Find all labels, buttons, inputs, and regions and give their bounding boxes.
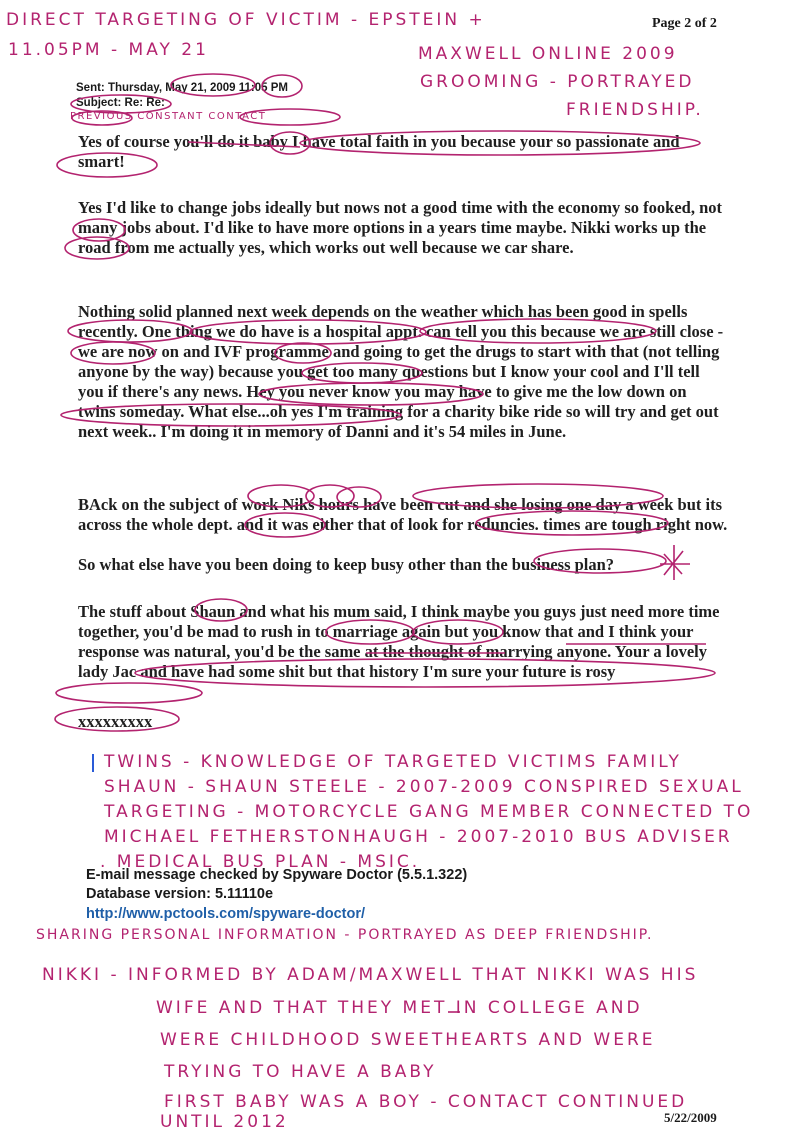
- handwritten-note-friendship: FRIENDSHIP.: [566, 100, 704, 120]
- handwritten-sharing-info: SHARING PERSONAL INFORMATION - PORTRAYED AS DEEP FRIENDSHIP.: [36, 927, 654, 943]
- handwritten-note-targeting: TARGETING - MOTORCYCLE GANG MEMBER CONNECTED TO: [104, 802, 754, 822]
- email-signoff: xxxxxxxxx: [78, 712, 153, 731]
- spyware-link[interactable]: http://www.pctools.com/spyware-doctor/: [86, 906, 366, 922]
- spyware-database-line: Database version: 5.11110e: [86, 886, 274, 902]
- email-paragraph-5: So what else have you been doing to keep busy other than the business plan?: [78, 555, 615, 574]
- handwritten-note-michael: MICHAEL FETHERSTONHAUGH - 2007-2010 BUS ADVISER: [104, 827, 733, 847]
- page-number: Page 2 of 2: [652, 16, 717, 31]
- handwritten-nikki-line-2: WIFE AND THAT THEY MET IN COLLEGE AND: [156, 998, 643, 1018]
- handwritten-time: 11.05PM - MAY 21: [8, 40, 209, 60]
- footer-date: 5/22/2009: [664, 1110, 717, 1125]
- handwritten-nikki-line-1: NIKKI - INFORMED BY ADAM/MAXWELL THAT NIKKI WAS HIS: [42, 965, 699, 985]
- handwritten-nikki-line-4: TRYING TO HAVE A BABY: [164, 1062, 437, 1082]
- handwritten-nikki-line-3: WERE CHILDHOOD SWEETHEARTS AND WERE: [160, 1030, 656, 1050]
- email-paragraph-1: Yes of course you'll do it baby I have total faith in you because your so passionate and smart!: [78, 132, 680, 171]
- handwritten-nikki-line-5: FIRST BABY WAS A BOY - CONTACT CONTINUED: [164, 1092, 688, 1112]
- handwritten-note-shaun: SHAUN - SHAUN STEELE - 2007-2009 CONSPIRED SEXUAL: [104, 777, 744, 797]
- note-marker-bar: [92, 754, 94, 772]
- email-paragraph-6: The stuff about Shaun and what his mum said, I think maybe you guys just need more time together, you'd be mad to rush in to marriage again but you know that and I think your response was natural, you'd be the same at the thought of marrying anyone. Your a lovely lady Jac and have had some shit but that history I'm sure your future is rosy: [78, 602, 720, 681]
- handwritten-note-twins: TWINS - KNOWLEDGE OF TARGETED VICTIMS FAMILY: [104, 752, 682, 772]
- handwritten-nikki-line-6: UNTIL 2012: [160, 1112, 289, 1132]
- handwritten-note-medical: . MEDICAL BUS PLAN - MSIC.: [100, 852, 421, 872]
- email-subject-line: Subject: Re: Re:: [76, 97, 165, 109]
- spyware-checked-line: E-mail message checked by Spyware Doctor (5.5.1.322): [86, 867, 468, 883]
- handwritten-note-grooming: GROOMING - PORTRAYED: [420, 72, 695, 92]
- email-paragraph-2: Yes I'd like to change jobs ideally but nows not a good time with the economy so fooked, not many jobs about. I'd like to have more options in a years time maybe. Nikki works up the road from me actually yes, which works out well because we car share.: [78, 198, 722, 257]
- email-paragraph-4: BAck on the subject of work Niks hours have been cut and she losing one day a week but its across the whole dept. and it was either that of look for reduncies. times are tough right now.: [78, 495, 728, 534]
- handwritten-heading: DIRECT TARGETING OF VICTIM - EPSTEIN +: [6, 10, 486, 30]
- email-paragraph-3: Nothing solid planned next week depends on the weather which has been good in spells recently. One thing we do have is a hospital appt. can tell you this because we are still close - we are now on and IVF programme and going to get the drugs to start with that (not telling anyone by the way) because you get too many questions but I know your cool and I'll tell you if there's any news. Hey you never know you may have to give me the low down on twins someday. What else...oh yes I'm training for a charity bike ride so will try and get out next week.. I'm doing it in memory of Danni and it's 54 miles in June.: [78, 302, 724, 441]
- handwritten-note-maxwell: MAXWELL ONLINE 2009: [418, 44, 678, 64]
- ink-circle-rosy: [56, 683, 202, 703]
- email-sent-line: Sent: Thursday, May 21, 2009 11:05 PM: [76, 82, 288, 94]
- handwritten-previous-contact: PREVIOUS CONSTANT CONTACT: [70, 111, 267, 122]
